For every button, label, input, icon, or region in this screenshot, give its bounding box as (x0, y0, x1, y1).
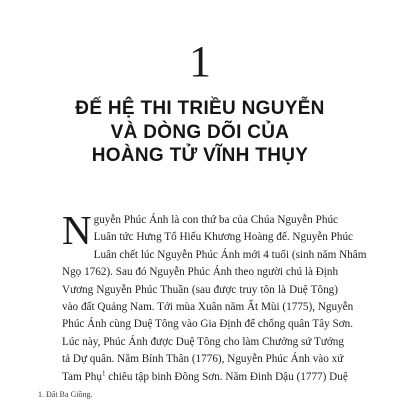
body-line-7: Phúc Ánh cùng Duệ Tông vào Gia Định để chống quân Tây Sơn. (62, 318, 354, 331)
chapter-title-line-2: VÀ DÒNG DÕI CỦA (110, 121, 290, 143)
drop-cap: N (62, 207, 92, 253)
body-line-9: tả Dự quân. Năm Bính Thân (1776), Nguyễn Phúc Ánh vào xứ (62, 353, 344, 366)
chapter-title-line-3: HOÀNG TỬ VĨNH THỤY (91, 145, 309, 166)
chapter-title (40, 97, 360, 168)
body-paragraph (62, 207, 367, 386)
body-line-4: Ngọ 1762). Sau đó Nguyễn Phúc Ánh theo người chú là Định (62, 266, 339, 279)
body-line-3: Luân chết lúc Nguyễn Phúc Ánh mới 4 tuổi (sinh năm Nhâm (93, 248, 367, 261)
footnote-marker[interactable]: 1 (101, 368, 106, 377)
body-line-6: vào đất Quảng Nam. Tới mùa Xuân năm Ất Mùi (1775), Nguyễn (62, 300, 354, 313)
chapter-title-line-1: ĐẾ HỆ THI TRIỀU NGUYỄN (75, 98, 325, 119)
body-line-5: Vương Nguyễn Phúc Thuần (sau được truy tôn là Duệ Tông) (62, 283, 338, 296)
body-line-10 (62, 368, 348, 386)
body-line-8: Lúc này, Phúc Ánh được Duệ Tông cho làm Chưởng sứ Tướng (62, 335, 344, 348)
footnote: 1. Đất Ba Giồng. (38, 390, 93, 399)
body-line-10-end: chiêu tập binh Đông Sơn. Năm Đinh Dậu (1777) Duệ (105, 370, 348, 383)
body-line-1: guyễn Phúc Ánh là con thứ ba của Chúa Nguyễn Phúc (93, 214, 338, 226)
body-line-10-start: Tam Phụ (62, 370, 102, 383)
chapter-number: 1 (189, 37, 211, 86)
body-line-2: Luân tức Hưng Tổ Hiếu Khương Hoàng đế. Nguyễn Phúc (93, 231, 354, 244)
